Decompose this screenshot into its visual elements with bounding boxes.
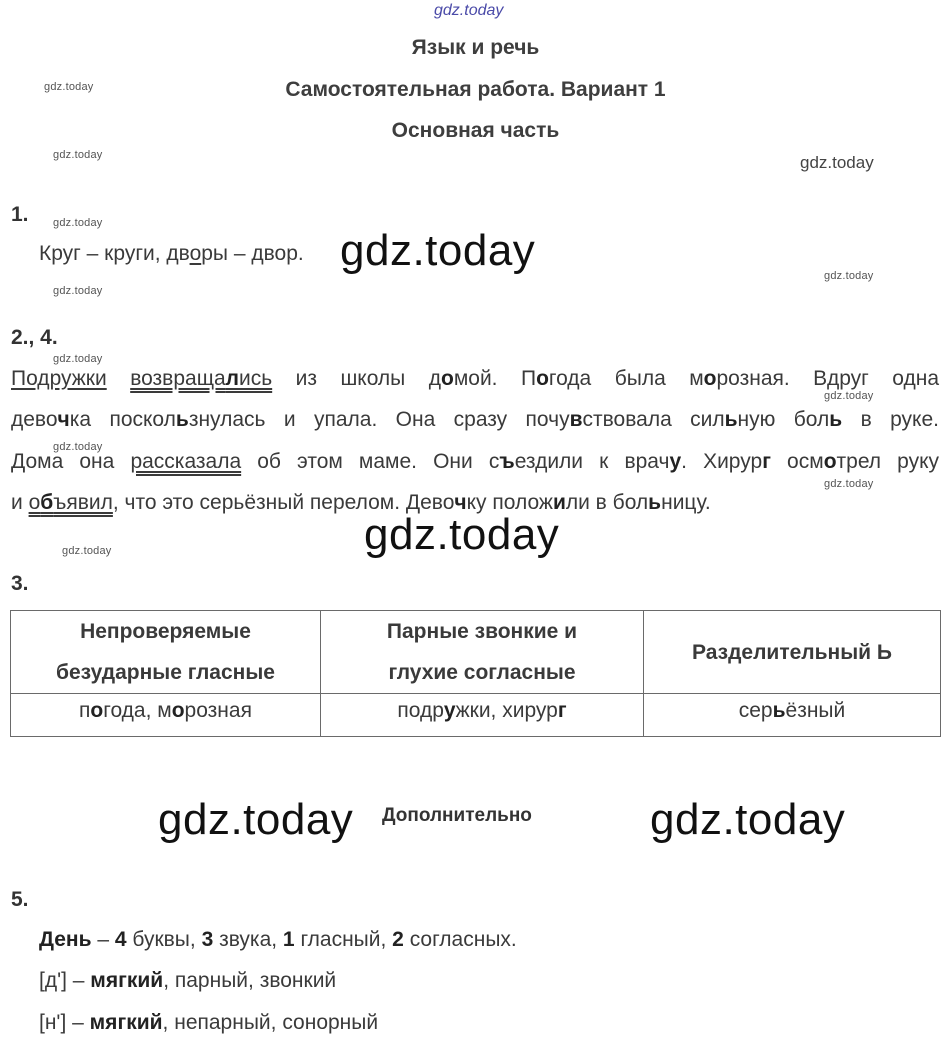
task-5-line-2: [д'] – мягкий, парный, звонкий xyxy=(39,969,337,992)
task-3-number: 3. xyxy=(11,572,29,595)
extra-section-label: Дополнительно xyxy=(382,805,532,826)
table-header-cell: Парные звонкие и глухие согласные xyxy=(321,611,644,694)
watermark-small: gdz.today xyxy=(53,285,103,297)
watermark-small: gdz.today xyxy=(824,478,874,490)
task-5-line-3: [н'] – мягкий, непарный, сонорный xyxy=(39,1011,379,1034)
page-title: Язык и речь xyxy=(411,36,540,59)
watermark-small: gdz.today xyxy=(53,149,103,161)
table-header-cell: Разделительный Ь xyxy=(644,611,941,694)
watermark-small: gdz.today xyxy=(44,81,94,93)
table-cell: погода, морозная xyxy=(11,694,321,737)
task-24-line-1: Подружки возвращались из школы домой. Погода была морозная. Вдруг одна xyxy=(11,367,940,390)
page-subtitle: Самостоятельная работа. Вариант 1 xyxy=(285,78,666,101)
watermark-small: gdz.today xyxy=(824,390,874,402)
watermark-small: gdz.today xyxy=(824,270,874,282)
watermark-small: gdz.today xyxy=(53,441,103,453)
task-1-text-content: Круг – круги, дворы – двор. xyxy=(39,242,304,265)
watermark-small: gdz.today xyxy=(53,353,103,365)
watermark-top: gdz.today xyxy=(434,2,504,19)
task-24-line-3: Дома она рассказала об этом маме. Они съездили к врачу. Хирург осмотрел руку xyxy=(11,450,940,473)
watermark-mid: gdz.today xyxy=(800,153,874,172)
task-5-line-1: День – 4 буквы, 3 звука, 1 гласный, 2 согласных. xyxy=(39,928,517,951)
watermark-big: gdz.today xyxy=(158,795,354,844)
task-24-line-2: девочка поскользнулась и упала. Она сразу почувствовала сильную боль в руке. xyxy=(11,408,939,431)
task-5-number: 5. xyxy=(11,888,29,911)
task-24-line-4: и объявил, что это серьёзный перелом. Девочку положили в больницу. xyxy=(11,491,711,514)
watermark-big: gdz.today xyxy=(650,795,846,844)
task-1-number: 1. xyxy=(11,203,29,226)
watermark-small: gdz.today xyxy=(53,217,103,229)
classification-table xyxy=(10,610,941,737)
task-24-number: 2., 4. xyxy=(11,326,58,349)
table-cell: подружки, хирург xyxy=(321,694,644,737)
watermark-small: gdz.today xyxy=(62,545,112,557)
task-1-text xyxy=(39,242,304,266)
watermark-big: gdz.today xyxy=(340,226,536,275)
section-title: Основная часть xyxy=(391,119,560,142)
table-cell: серьёзный xyxy=(644,694,941,737)
table-header-cell: Непроверяемые безударные гласные xyxy=(11,611,321,694)
table-row xyxy=(11,694,941,737)
table-header-row xyxy=(11,611,941,694)
watermark-big: gdz.today xyxy=(364,510,560,559)
